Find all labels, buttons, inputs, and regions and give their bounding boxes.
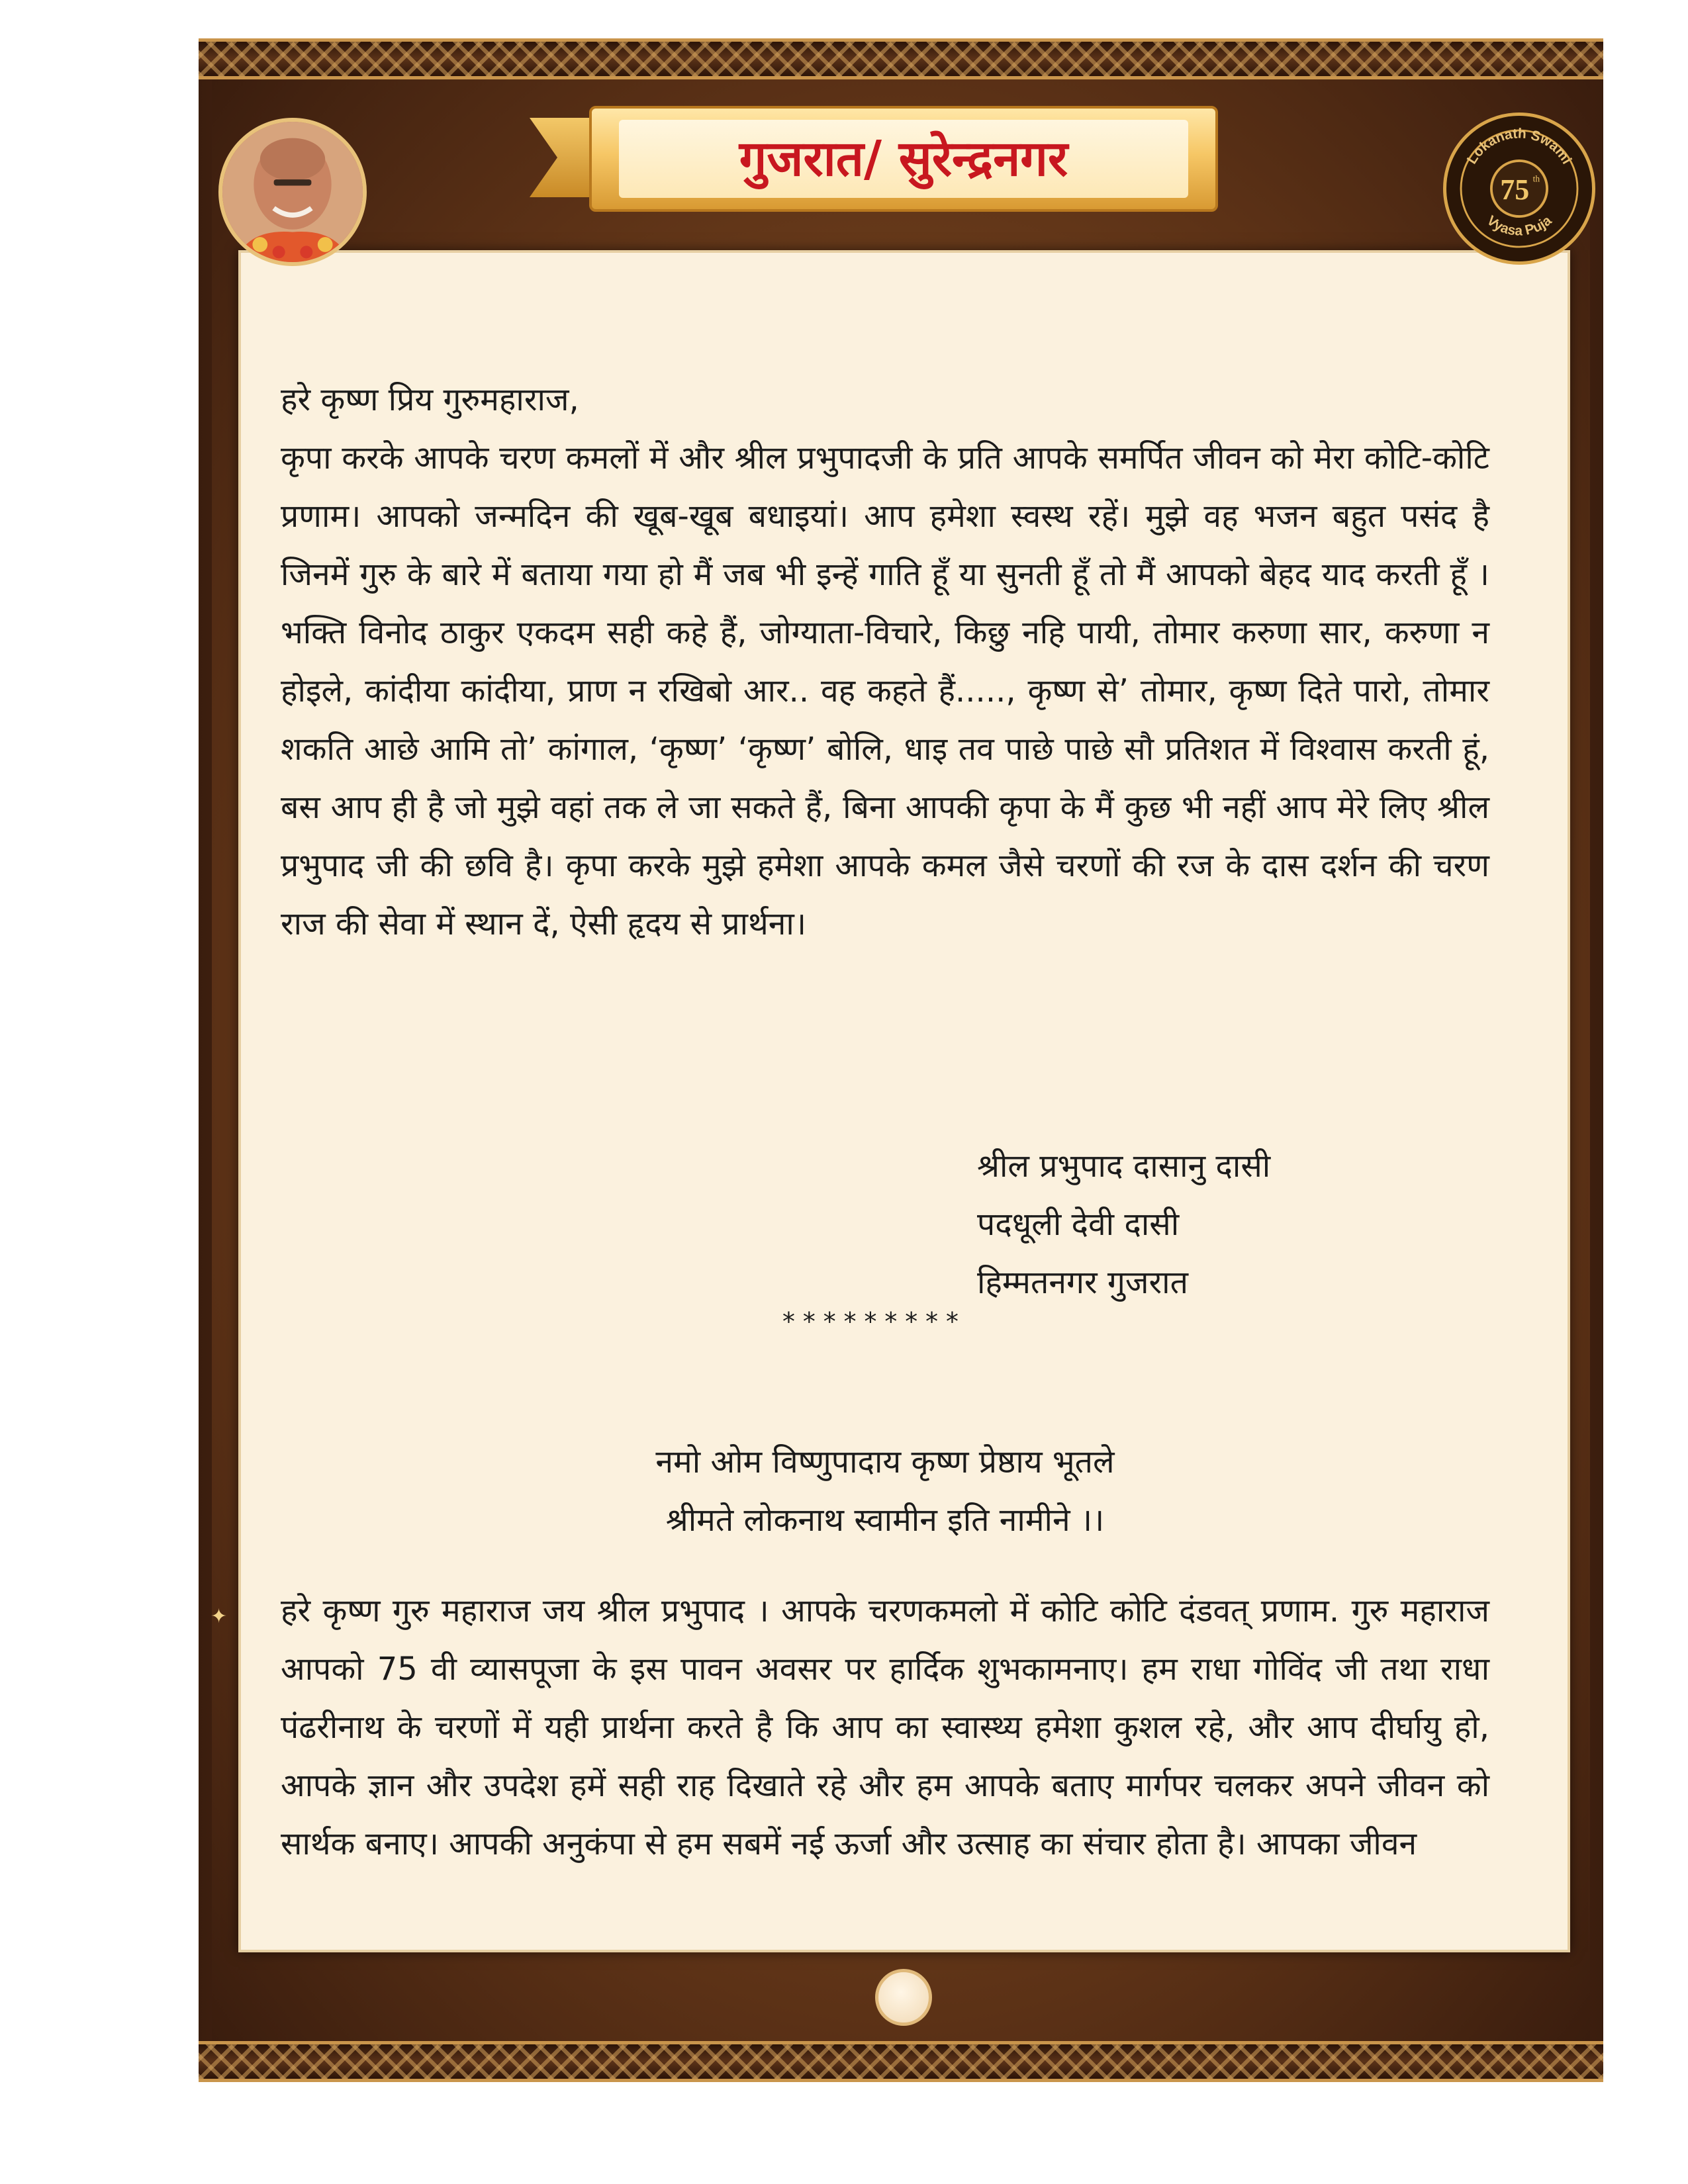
vyasa-puja-75-badge <box>1443 113 1595 265</box>
letter-body-2: हरे कृष्ण गुरु महाराज जय श्रील प्रभुपाद । आपके चरणकमलो में कोटि कोटि दंडवत् प्रणाम. गुरु महाराज आपको 75 वी व्यासपूजा के इस पावन अवसर पर हार्दिक शुभकामनाए। हम राधा गोविंद जी तथा राधा पंढरीनाथ के चरणों में यही प्रार्थना करते है कि आप का स्वास्थ्य हमेशा कुशल रहे, और आप दीर्घायु हो, आपके ज्ञान और उपदेश हमें सही राह दिखाते रहे और हम आपके बताए मार्गपर चलकर अपने जीवन को सार्थक बनाए। आपकी अनुकंपा से हम सबमें नई ऊर्जा और उत्साह का संचार होता है। आपका जीवन <box>281 1592 1489 1862</box>
frame-border-top <box>199 38 1603 79</box>
invocation-line-1: नमो ओम विष्णुपादाय कृष्ण प्रेष्ठाय भूतले <box>655 1443 1115 1480</box>
letter-signature <box>977 1137 1270 1312</box>
signature-line-2: पदधूली देवी दासी <box>977 1206 1180 1243</box>
badge-bottom-text: Vyasa Puja <box>1483 212 1555 239</box>
title-ribbon <box>589 106 1218 212</box>
guru-portrait <box>218 118 367 266</box>
letter-body-1: कृपा करके आपके चरण कमलों में और श्रील प्रभुपादजी के प्रति आपके समर्पित जीवन को मेरा कोटि-कोटि प्रणाम। आपको जन्मदिन की खूब-खूब बधाइयां। आप हमेशा स्वस्थ रहें। मुझे वह भजन बहुत पसंद है जिनमें गुरु के बारे में बताया गया हो मैं जब भी इन्हें गाति हूँ या सुनती हूँ तो मैं आपको बेहद याद करती हूँ । भक्ति विनोद ठाकुर एकदम सही कहे हैं, जोग्याता-विचारे, किछु नहि पायी, तोमार करुणा सार, करुणा न होइले, कांदीया कांदीया, प्राण न रखिबो आर.. वह कहते हैं....., कृष्ण से’ तोमार, कृष्ण दिते पारो, तोमार शकति आछे आमि तो’ कांगाल, ‘कृष्ण’ ‘कृष्ण’ बोलि, धाइ तव पाछे पाछे सौ प्रतिशत में विश्वास करती हूं, बस आप ही है जो मुझे वहां तक ले जा सकते हैं, बिना आपकी कृपा के मैं कुछ भी नहीं आप मेरे लिए श्रील प्रभुपाद जी की छवि है। कृपा करके मुझे हमेशा आपके कमल जैसे चरणों की रज के दास दर्शन की चरण राज की सेवा में स्थान दें, ऐसी हृदय से प्रार्थना। <box>281 439 1489 942</box>
bottom-ornament <box>875 1969 932 2026</box>
page-title: गुजरात/ सुरेन्द्रनगर <box>739 130 1068 187</box>
frame-border-bottom <box>199 2041 1603 2082</box>
title-ribbon-inner <box>619 120 1188 198</box>
badge-emblem <box>1446 116 1592 261</box>
badge-suffix: th <box>1532 173 1540 184</box>
letter-greeting: हरे कृष्ण प्रिय गुरुमहाराज, <box>281 381 579 418</box>
sparkle-decoration: ✦ <box>211 1605 228 1628</box>
signature-line-3: हिम्मतनगर गुजरात <box>977 1264 1188 1301</box>
badge-top-text: Lokanath Swami <box>1464 126 1575 167</box>
signature-line-1: श्रील प्रभुपाद दासानु दासी <box>977 1148 1271 1185</box>
portrait-illustration <box>222 122 363 262</box>
invocation-verse <box>281 1433 1489 1549</box>
badge-number: 75 <box>1500 173 1530 206</box>
invocation-line-2: श्रीमते लोकनाथ स्वामीन इति नामीने ।। <box>665 1502 1105 1539</box>
section-separator: ********* <box>781 1307 965 1336</box>
